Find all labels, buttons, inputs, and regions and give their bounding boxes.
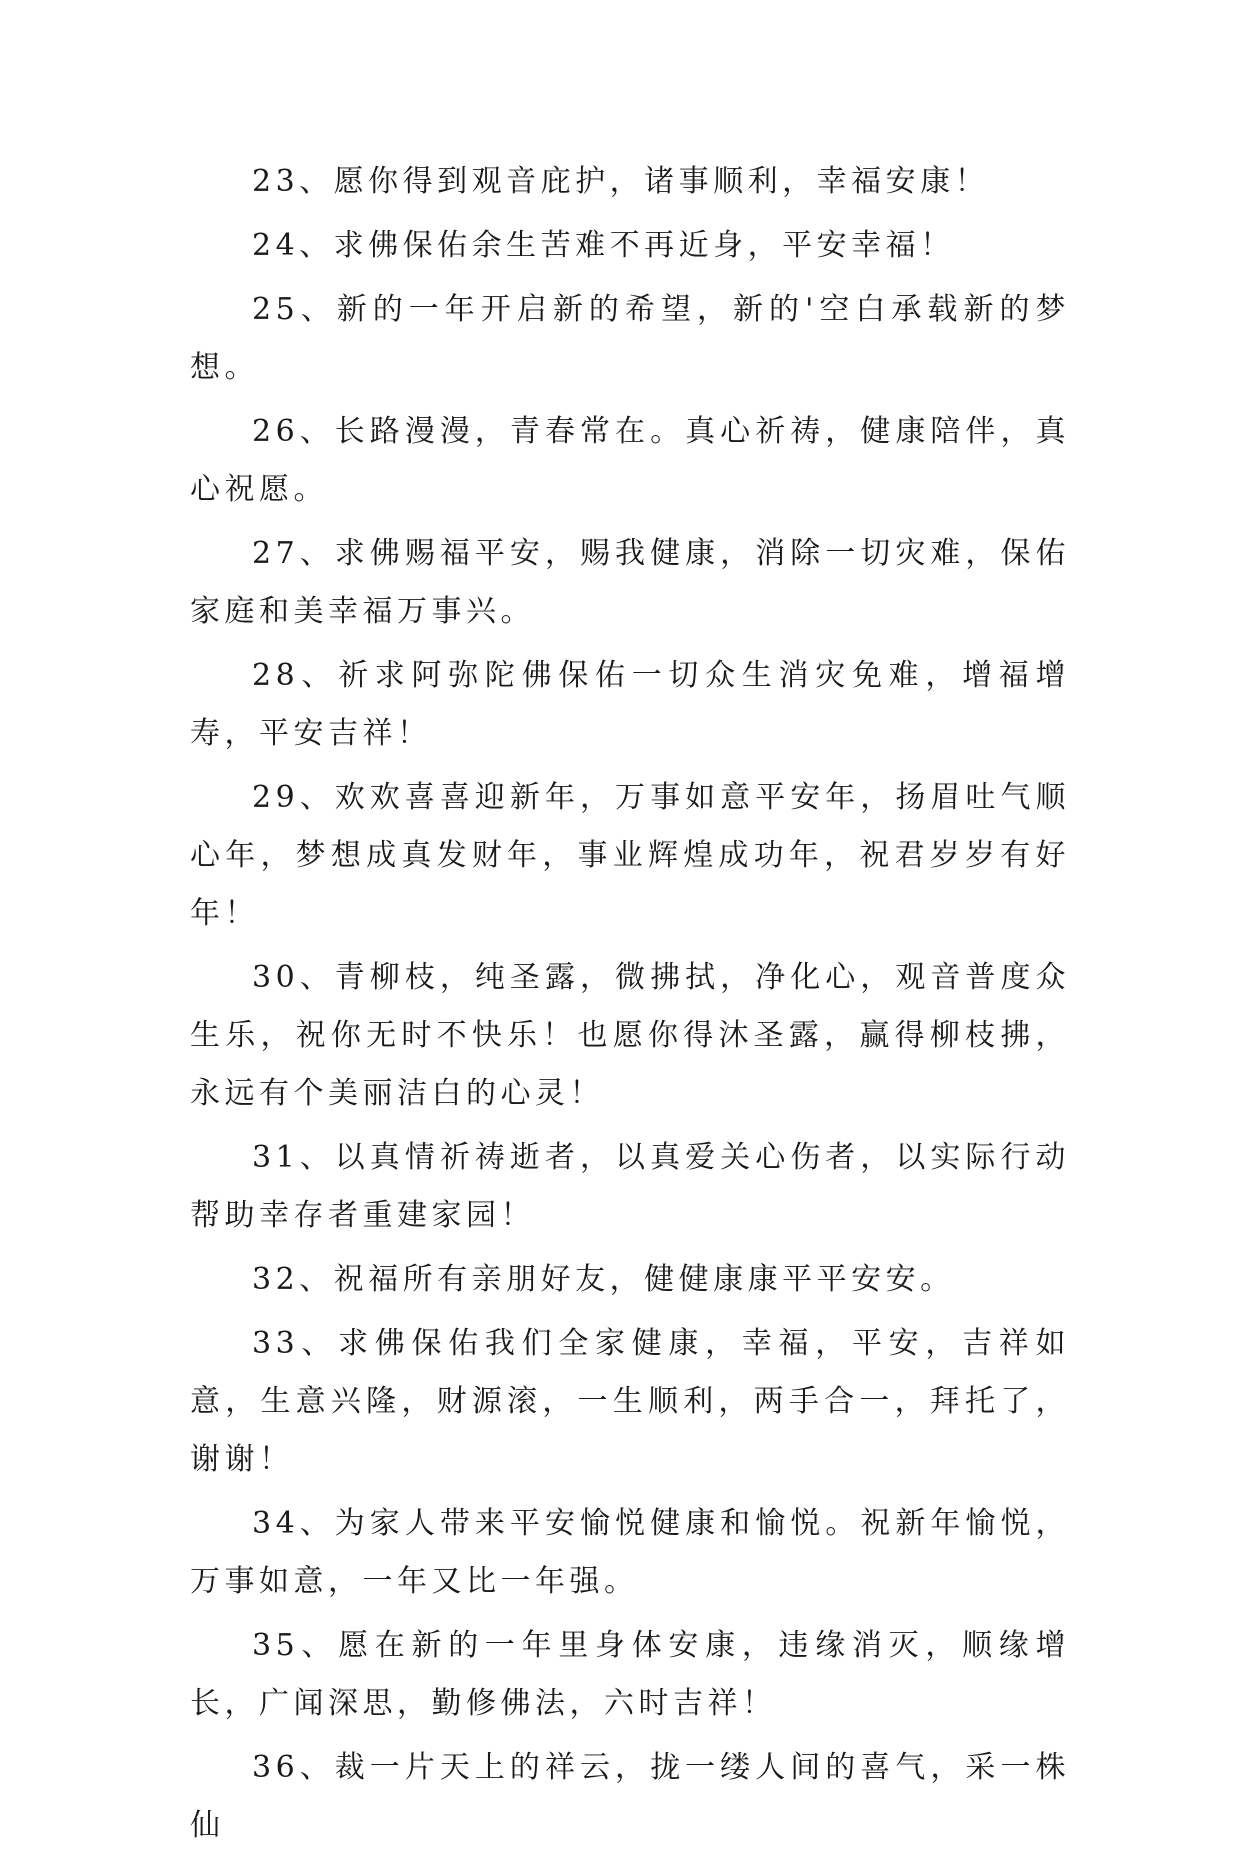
document-body [190, 153, 1070, 1861]
paragraph-25: 25、新的一年开启新的希望，新的'空白承载新的梦想。 [190, 292, 1070, 385]
paragraph-35: 35、愿在新的一年里身体安康，违缘消灭，顺缘增长，广闻深思，勤修佛法，六时吉祥！ [190, 1628, 1070, 1721]
paragraph-34: 34、为家人带来平安愉悦健康和愉悦。祝新年愉悦，万事如意，一年又比一年强。 [190, 1506, 1070, 1599]
paragraph-26: 26、长路漫漫，青春常在。真心祈祷，健康陪伴，真心祝愿。 [190, 414, 1070, 507]
paragraph-23: 23、愿你得到观音庇护，诸事顺利，幸福安康！ [252, 164, 990, 199]
paragraph-29: 29、欢欢喜喜迎新年，万事如意平安年，扬眉吐气顺心年，梦想成真发财年，事业辉煌成功年，祝君岁岁有好年！ [190, 780, 1070, 931]
paragraph-32: 32、祝福所有亲朋好友，健健康康平平安安。 [252, 1262, 955, 1297]
paragraph-24: 24、求佛保佑余生苦难不再近身，平安幸福！ [252, 228, 955, 263]
paragraph-31: 31、以真情祈祷逝者，以真爱关心伤者，以实际行动帮助幸存者重建家园！ [190, 1140, 1070, 1233]
paragraph-33: 33、求佛保佑我们全家健康，幸福，平安，吉祥如意，生意兴隆，财源滚，一生顺利，两手合一，拜托了，谢谢！ [190, 1326, 1070, 1477]
paragraph-27: 27、求佛赐福平安，赐我健康，消除一切灾难，保佑家庭和美幸福万事兴。 [190, 536, 1070, 629]
paragraph-28: 28、祈求阿弥陀佛保佑一切众生消灾免难，增福增寿，平安吉祥！ [190, 658, 1070, 751]
paragraph-30: 30、青柳枝，纯圣露，微拂拭，净化心，观音普度众生乐，祝你无时不快乐！也愿你得沐圣露，赢得柳枝拂，永远有个美丽洁白的心灵！ [190, 960, 1070, 1111]
paragraph-36: 36、裁一片天上的祥云，拢一缕人间的喜气，采一株仙 [190, 1750, 1070, 1843]
